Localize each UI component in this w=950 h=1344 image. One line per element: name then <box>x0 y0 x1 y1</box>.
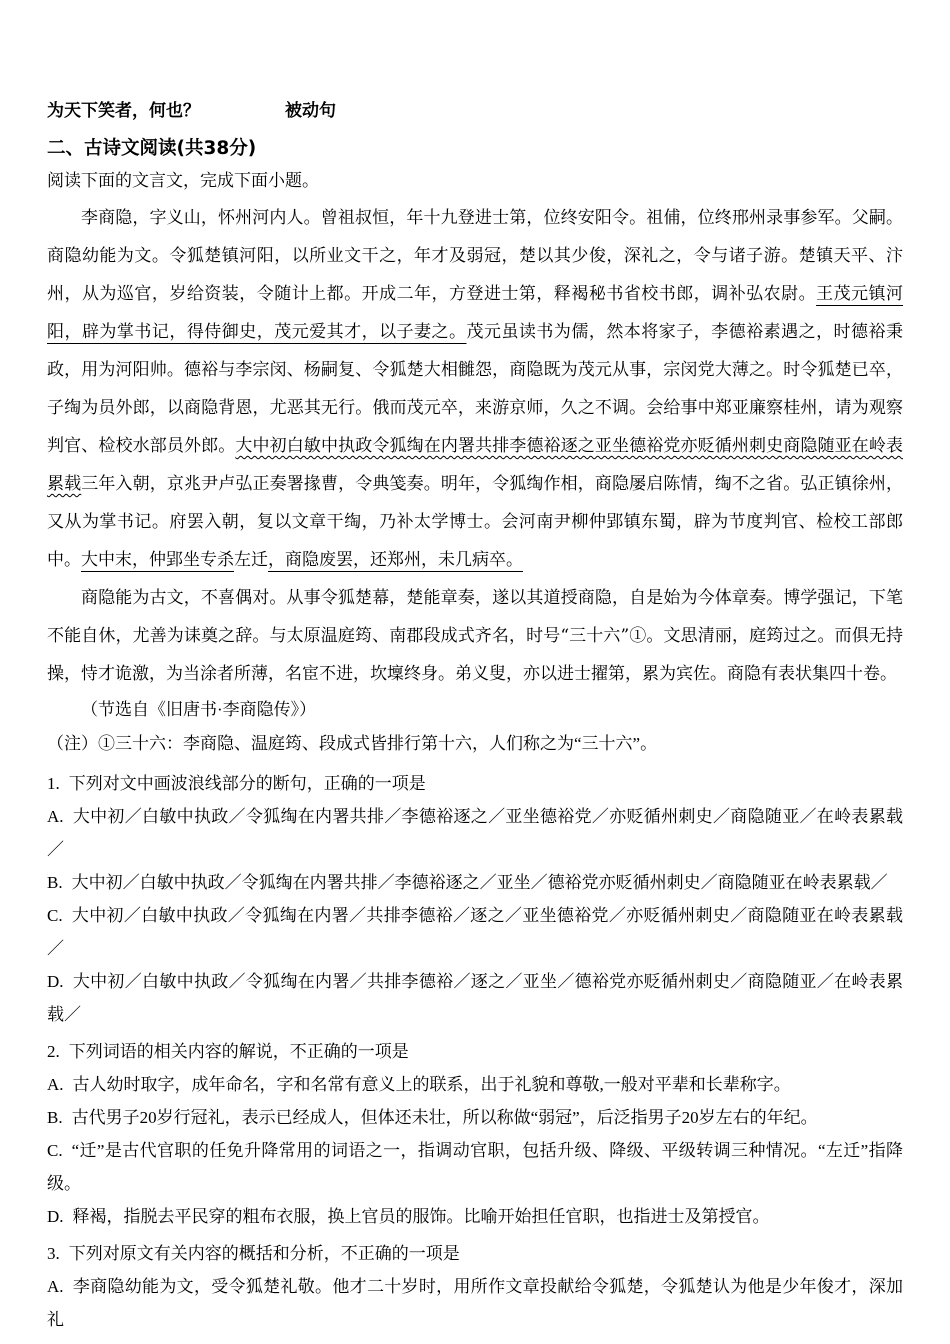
passage-paragraph-1 <box>47 199 903 579</box>
question-1-option-d <box>47 965 903 1031</box>
previous-answer-line <box>47 100 903 122</box>
option-b-label: B. <box>47 873 63 892</box>
option-c-label: C. <box>47 1141 63 1160</box>
section-title: 二、古诗文阅读(共38分) <box>47 138 257 159</box>
option-c-text: 大中初／白敏中执政／令狐绹在内署／共排李德裕／逐之／亚坐德裕党／亦贬循州刺史／商隐随亚在岭表累载／ <box>47 906 903 958</box>
question-2-option-b <box>47 1101 903 1134</box>
question-1-option-b <box>47 866 903 899</box>
option-c-text: “迁”是古代官职的任免升降常用的词语之一，指调动官职，包括升级、降级、平级转调三种情况。“左迁”指降级。 <box>47 1141 903 1193</box>
option-a-text: 古人幼时取字，成年命名，字和名常有意义上的联系，出于礼貌和尊敬,一般对平辈和长辈称字。 <box>72 1075 791 1094</box>
question-1-stem <box>47 767 903 800</box>
option-a-text: 大中初／白敏中执政／令狐绹在内署共排／李德裕逐之／亚坐德裕党／亦贬循州刺史／商隐随亚／在岭表累载／ <box>47 807 903 859</box>
option-a-label: A. <box>47 807 64 826</box>
wavy-underlined-text: 大中初白敏中执政令狐绹在内署共排李德裕逐之亚坐德裕党亦贬循州刺史商隐随亚在岭表累载 <box>47 436 904 494</box>
option-c-label: C. <box>47 906 63 925</box>
passage-text: 商隐能为古文，不喜偶对。从事令狐楚幕，楚能章奏，遂以其道授商隐，自是始为今体章奏。博学强记，下笔不能自休，尤善为诔奠之辞。与太原温庭筠、南郡段成式齐名，时号“三十六”①。文思清丽，庭筠过之。而俱无持操，恃才诡激，为当涂者所薄，名宦不进，坎壈终身。弟义叟，亦以进士擢第，累为宾佐。商隐有表状集四十卷。 <box>47 588 903 684</box>
passage-footnote: （注）①三十六：李商隐、温庭筠、段成式皆排行第十六，人们称之为“三十六”。 <box>47 734 658 753</box>
reading-instruction: 阅读下面的文言文，完成下面小题。 <box>47 171 319 190</box>
passage-text: 秘书省校书郎，调补弘农尉。 <box>588 284 817 304</box>
previous-answer-question: 为天下笑者，何也？ <box>47 101 200 121</box>
question-2-number: 2. <box>47 1042 60 1061</box>
option-d-text: 释褐，指脱去平民穿的粗布衣服，换上官员的服饰。比喻开始担任官职，也指进士及第授官。 <box>72 1207 770 1226</box>
option-b-text: 古代男子20岁行冠礼，表示已经成人，但体还未壮，所以称做“弱冠”，后泛指男子20岁左右的年纪。 <box>71 1108 818 1127</box>
question-3-stem <box>47 1237 903 1270</box>
question-1-number: 1. <box>47 774 60 793</box>
option-a-label: A. <box>47 1075 64 1094</box>
underlined-text: 大中末，仲郢坐专杀 <box>81 550 234 570</box>
option-b-label: B. <box>47 1108 63 1127</box>
passage-text: 三年入朝，京兆尹卢弘正奏署掾曹，令典笺奏。明年，令狐绹作相，商隐屡启陈情，绹不之省。弘正镇徐州，又从为掌书记。府罢入朝，复以文章干绹，乃补太学博士。会河南尹柳仲郢镇东蜀，辟为节度判官、检校工部郎中。 <box>47 474 904 570</box>
key-term: 左迁 <box>234 550 268 570</box>
underlined-text: 王茂元镇河阳，辟为掌书记，得侍御史，茂元爱其才，以子妻之。 <box>47 284 904 342</box>
previous-answer-label: 被动句 <box>285 101 336 121</box>
option-d-text: 大中初／白敏中执政／令狐绹在内署／共排李德裕／逐之／亚坐／德裕党亦贬循州刺史／商隐随亚／在岭表累载／ <box>47 972 903 1024</box>
question-3-option-a <box>47 1270 903 1336</box>
option-a-text: 李商隐幼能为文，受令狐楚礼敬。他才二十岁时，用所作文章投献给令狐楚，令狐楚认为他是少年俊才，深加礼 <box>47 1277 903 1329</box>
question-3-text: 下列对原文有关内容的概括和分析，不正确的一项是 <box>68 1244 460 1263</box>
underlined-text: ，商隐废罢，还郑州，未几病卒。 <box>268 550 523 570</box>
passage-source-citation: （节选自《旧唐书·李商隐传》） <box>81 700 317 719</box>
option-a-label: A. <box>47 1277 64 1296</box>
question-2-stem <box>47 1035 903 1068</box>
option-d-label: D. <box>47 972 64 991</box>
questions-section <box>47 767 903 1336</box>
question-2-option-d <box>47 1200 903 1233</box>
passage-text: 李商隐，字义山，怀州河内人。曾祖叔恒，年十九登进士第，位终安阳令。祖俌，位终邢州录事参军。父嗣。商隐幼能为文。令狐楚镇河阳，以所业文干之，年才及 <box>47 208 903 266</box>
question-2-option-a <box>47 1068 903 1101</box>
question-2-option-c <box>47 1134 903 1200</box>
question-1-option-a <box>47 800 903 866</box>
key-term: 释褐 <box>553 284 589 304</box>
option-b-text: 大中初／白敏中执政／令狐绹在内署共排／李德裕逐之／亚坐／德裕党亦贬循州刺史／商隐随亚在岭表累载／ <box>71 873 888 892</box>
passage-paragraph-2 <box>47 579 903 693</box>
question-2-text: 下列词语的相关内容的解说，不正确的一项是 <box>68 1042 409 1061</box>
question-3-number: 3. <box>47 1244 60 1263</box>
passage-text: ，楚以其少俊，深礼之，令与诸子游。楚镇天平、汴州，从为巡官，岁给资装，令随计上都。开成二年，方登进士第， <box>47 246 904 304</box>
question-1-text: 下列对文中画波浪线部分的断句，正确的一项是 <box>68 774 426 793</box>
question-1-option-c <box>47 899 903 965</box>
passage-text: 茂元虽读书为儒，然本将家子，李德裕素遇之，时德裕秉政，用为河阳帅。德裕与李宗闵、杨嗣复、令狐楚大相雠怨，商隐既为茂元从事，宗闵党大薄之。时令狐楚已卒，子绹为员外郎，以商隐背恩，尤恶其无行。俄而茂元卒，来游京师，久之不调。会给事中郑亚廉察桂州，请为观察判官、检校水部员外郎。 <box>47 322 903 456</box>
key-term: 弱冠 <box>466 246 502 266</box>
option-d-label: D. <box>47 1207 64 1226</box>
